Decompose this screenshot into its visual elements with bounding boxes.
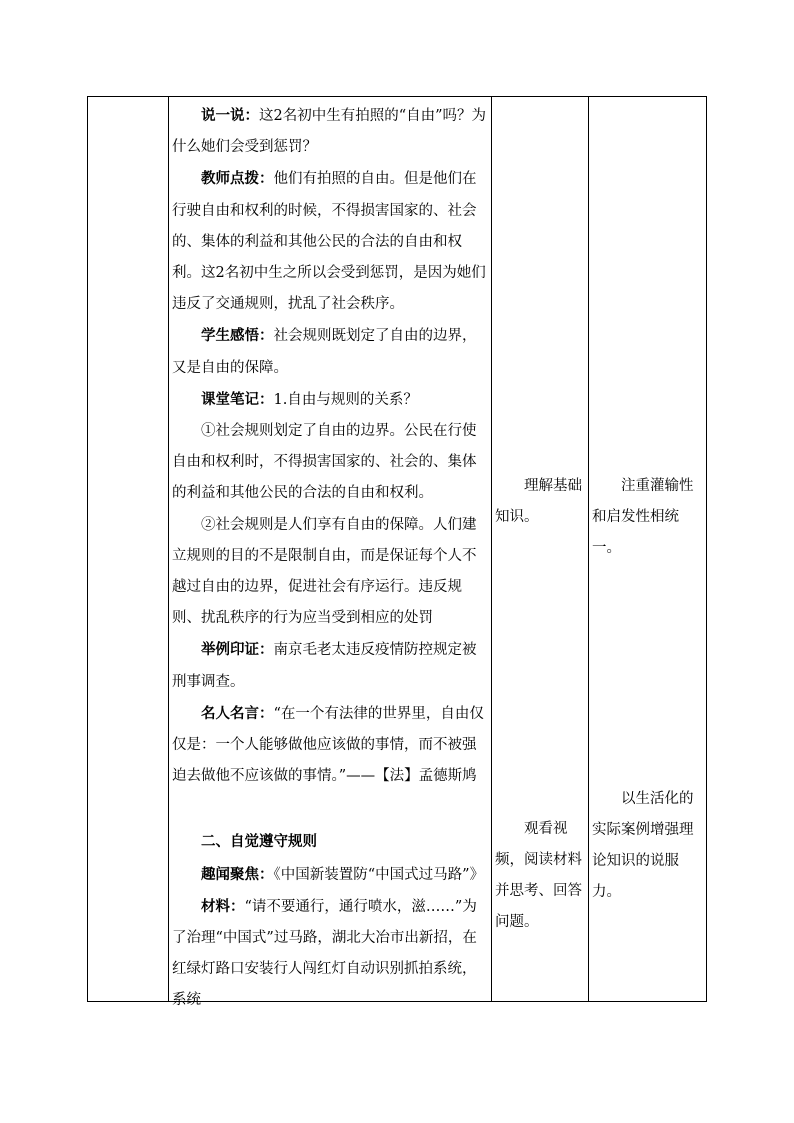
student-insight-paragraph: [172, 320, 488, 383]
design-intent-cell-1: [592, 471, 706, 564]
teacher-guide-paragraph: [172, 163, 488, 320]
discussion-paragraph: [172, 100, 488, 163]
quote-text: “在一个有法律的世界里，自由仅仅是：一个人能够做他应该做的事情，而不被强迫去做他不应该做的事情。”——【法】孟德斯鸠: [172, 705, 484, 785]
student-insight-label: 学生感悟：: [201, 327, 274, 345]
material-label: 材料：: [201, 897, 245, 915]
discussion-text: 这2名初中生有拍照的“自由”吗？为什么她们会受到惩罚？: [172, 108, 487, 156]
quote-label: 名人名言：: [201, 704, 274, 722]
quote-paragraph: [172, 698, 488, 793]
design-intent-text: 注重灌输性和启发性相统一。: [592, 478, 694, 556]
student-activity-text: 观看视频，阅读材料并思考、回答问题。: [495, 821, 582, 930]
class-notes-text: 1.自由与规则的关系？: [273, 391, 418, 408]
student-activity-cell-2: [495, 814, 585, 938]
example-paragraph: [172, 634, 488, 697]
discussion-label: 说一说：: [201, 107, 259, 124]
class-notes-paragraph: [172, 384, 488, 416]
class-notes-point-2: ②社会规则是人们享有自由的保障。人们建立规则的目的不是限制自由，而是保证每个人不越过自由的边界，促进社会有序运行。违反规则、扰乱秩序的行为应当受到相应的处罚: [172, 516, 477, 627]
section-heading: [172, 826, 488, 858]
material-paragraph: [172, 891, 488, 1017]
column-divider: [588, 97, 589, 1001]
student-activity-cell-1: [495, 471, 585, 533]
section-heading-text: 二、自觉遵守规则: [201, 833, 317, 851]
class-notes-point-1: ①社会规则划定了自由的边界。公民在行使自由和权利时，不得损害国家的、社会的、集体的利益和其他公民的合法的自由和权利。: [172, 423, 477, 502]
student-activity-text: 理解基础知识。: [495, 478, 582, 525]
interest-focus-label: 趣闻聚焦：: [201, 865, 274, 883]
interest-focus-text: 《中国新装置防“中国式过马路”》: [273, 866, 485, 883]
class-notes-label: 课堂笔记：: [201, 390, 274, 408]
material-text: “请不要通行，通行喷水，滋……”为了治理“中国式”过马路，湖北大冶市出新招，在红绿灯路口安装行人闯红灯自动识别抓拍系统，系统: [172, 898, 477, 1009]
example-text: 南京毛老太违反疫情防控规定被刑事调查。: [172, 642, 477, 690]
lesson-table: [87, 96, 707, 1009]
teacher-guide-label: 教师点拨：: [201, 170, 274, 188]
student-insight-text: 社会规则既划定了自由的边界，又是自由的保障。: [172, 328, 477, 376]
example-label: 举例印证：: [201, 641, 274, 659]
interest-focus-paragraph: [172, 859, 488, 891]
teaching-process-cell: [172, 100, 488, 1017]
design-intent-text: 以生活化的实际案例增强理论知识的说服力。: [592, 791, 694, 900]
teacher-guide-text: 他们有拍照的自由。但是他们在行驶自由和权利的时候，不得损害国家的、社会的、集体的利益和其他公民的合法的自由和权利。这2名初中生之所以会受到惩罚，是因为她们违反了交通规则，扰乱了社会秩序。: [172, 171, 486, 313]
column-divider: [168, 97, 169, 1001]
spacer: [172, 792, 488, 826]
column-divider: [491, 97, 492, 1001]
design-intent-cell-2: [592, 784, 706, 908]
